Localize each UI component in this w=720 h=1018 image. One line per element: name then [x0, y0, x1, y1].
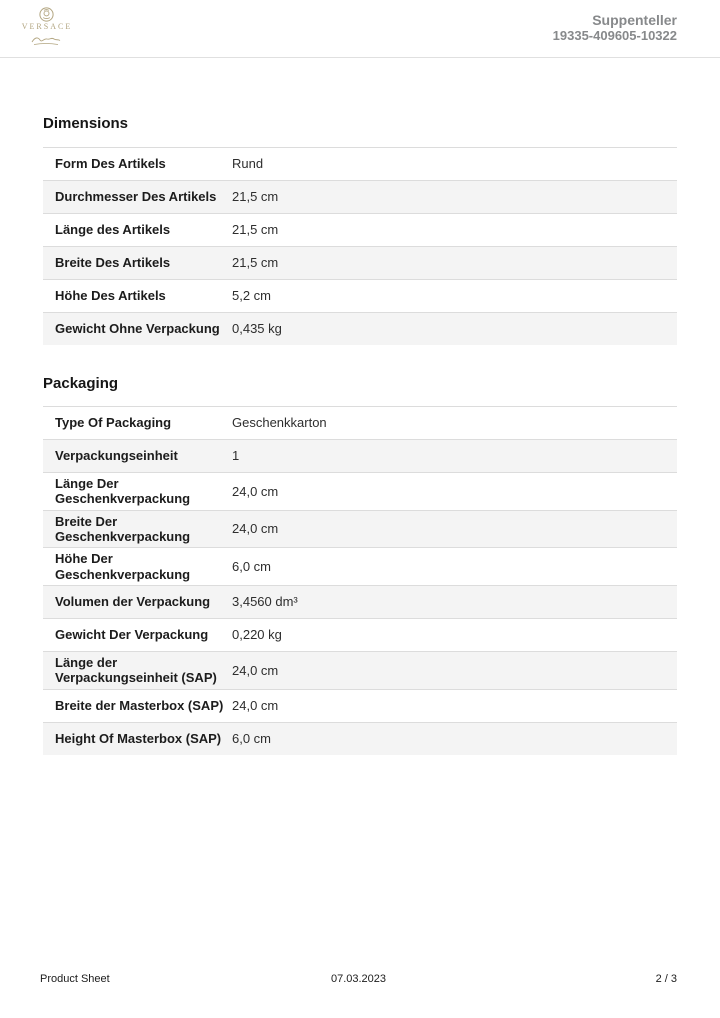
footer-date: 07.03.2023 [330, 973, 387, 985]
footer-document-type: Product Sheet [40, 973, 110, 985]
row-label: Höhe Des Artikels [55, 288, 166, 304]
table-row [43, 246, 677, 279]
table-row [43, 651, 677, 689]
section-dimensions [43, 115, 677, 345]
row-value: 6,0 cm [232, 558, 272, 574]
page-content [43, 58, 677, 755]
row-value: 6,0 cm [232, 730, 272, 746]
row-label: Gewicht Der Verpackung [55, 627, 209, 643]
signature-flourish-icon [30, 35, 62, 46]
packaging-table [43, 406, 677, 755]
versace-logo [16, 7, 76, 46]
row-label: Länge Der Geschenkverpackung [55, 476, 191, 507]
row-label: Länge des Artikels [55, 222, 171, 238]
page-footer [40, 973, 677, 985]
row-label: Höhe Der Geschenkverpackung [55, 551, 191, 582]
section-title-dimensions: Dimensions [43, 115, 129, 132]
section-packaging [43, 375, 677, 755]
table-row [43, 585, 677, 618]
section-title-packaging: Packaging [43, 375, 119, 392]
footer-page-number: 2 / 3 [655, 973, 677, 985]
table-row [43, 406, 677, 439]
row-label: Height Of Masterbox (SAP) [55, 730, 222, 746]
row-value: 21,5 cm [232, 222, 279, 238]
row-value: 5,2 cm [232, 288, 272, 304]
table-row [43, 472, 677, 510]
row-label: Breite der Masterbox (SAP) [55, 697, 224, 713]
row-label: Type Of Packaging [55, 415, 172, 431]
table-row [43, 618, 677, 651]
product-identity [553, 12, 677, 43]
row-value: 21,5 cm [232, 255, 279, 271]
product-code: 19335-409605-10322 [552, 28, 677, 43]
row-value: 24,0 cm [232, 662, 279, 678]
row-value: Geschenkkarton [232, 415, 327, 431]
table-row [43, 279, 677, 312]
dimensions-table [43, 147, 677, 345]
table-row [43, 439, 677, 472]
row-value: 0,220 kg [232, 627, 282, 643]
row-label: Verpackungseinheit [55, 448, 178, 464]
table-row [43, 510, 677, 548]
row-label: Breite Der Geschenkverpackung [55, 513, 191, 544]
row-label: Breite Des Artikels [55, 255, 171, 271]
row-value: 1 [232, 448, 240, 464]
page-header [0, 0, 720, 58]
medusa-icon [39, 7, 54, 22]
row-value: 21,5 cm [232, 189, 279, 205]
row-value: Rund [232, 156, 264, 172]
table-row [43, 722, 677, 755]
table-row [43, 147, 677, 180]
versace-wordmark: VERSACE [21, 22, 73, 31]
row-label: Volumen der Verpackung [55, 594, 211, 610]
row-value: 24,0 cm [232, 697, 279, 713]
table-row [43, 312, 677, 345]
table-row [43, 689, 677, 722]
row-value: 24,0 cm [232, 521, 279, 537]
row-label: Gewicht Ohne Verpackung [55, 321, 220, 337]
row-label: Länge der Verpackungseinheit (SAP) [55, 654, 217, 686]
table-row [43, 547, 677, 585]
row-value: 24,0 cm [232, 483, 279, 499]
row-label: Form Des Artikels [55, 156, 166, 172]
row-value: 0,435 kg [232, 321, 282, 337]
table-row [43, 213, 677, 246]
row-value: 3,4560 dm³ [232, 594, 298, 610]
table-row [43, 180, 677, 213]
product-name: Suppenteller [592, 12, 677, 28]
row-label: Durchmesser Des Artikels [55, 189, 217, 205]
